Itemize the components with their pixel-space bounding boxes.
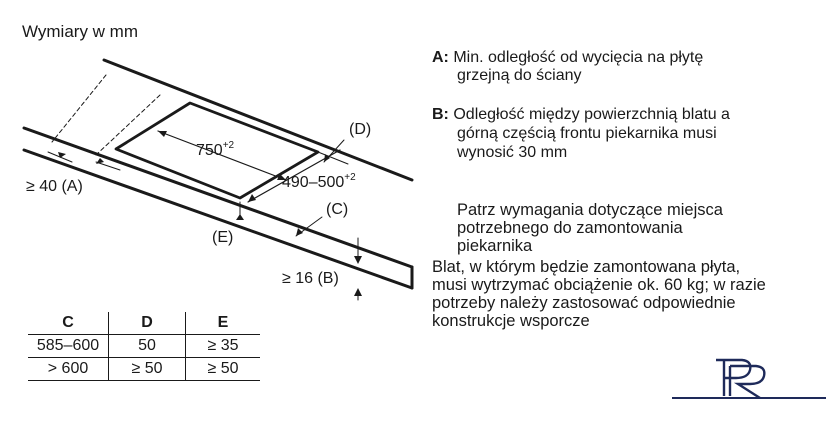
note-b-line3: wynosić 30 mm [457,144,568,161]
note-a-line1: Min. odległość od wycięcia na płytę [453,49,704,66]
label-a: ≥ 40 (A) [26,178,83,195]
table-header-c: C [28,312,109,335]
brand-logo [664,352,834,408]
label-c: (C) [326,201,349,218]
note-b-key: B: [432,106,449,123]
note-a-key: A: [432,49,449,66]
table-row [28,335,260,358]
note-load-line4: konstrukcje wsporcze [432,312,590,330]
table-header-d: D [109,312,186,335]
table-row [28,358,260,381]
table-header-e: E [186,312,261,335]
dimensions-table [28,312,260,381]
a-leader-right [96,162,120,170]
table-cell: > 600 [28,358,109,381]
table-cell: 585–600 [28,335,109,358]
c-arrow [296,228,303,236]
e-arrow [236,214,244,220]
note-b-line1: Odległość między powierzchnią blatu a [453,106,730,123]
table-header-row [28,312,260,335]
note-b [432,105,730,124]
note-a [432,48,703,67]
note-load-line3: potrzeby należy zastosować odpowiednie [432,294,736,312]
b-arrow-down [354,256,362,264]
note-req-line2: potrzebnego do zamontowania [457,219,683,237]
note-req-line1: Patrz wymagania dotyczące miejsca [457,201,723,219]
table-cell: ≥ 35 [186,335,261,358]
table-cell: ≥ 50 [109,358,186,381]
table-cell: ≥ 50 [186,358,261,381]
label-e: (E) [212,229,234,246]
width-dimension-label: $750^{+2}$ [196,140,235,159]
note-a-line2: grzejną do ściany [457,67,582,84]
note-req-line3: piekarnika [457,237,533,255]
note-load-line2: musi wytrzymać obciążenie ok. 60 kg; w razie [432,276,766,294]
worktop-front-bottom-edge [24,150,412,288]
dashed-line-b [96,95,160,155]
label-b: ≥ 16 (B) [282,270,339,287]
note-load-line1: Blat, w którym będzie zamontowana płyta, [432,258,741,276]
table-cell: 50 [109,335,186,358]
diagram-title: Wymiary w mm [22,22,138,41]
dashed-line-a [52,75,106,142]
note-b-line2: górną częścią frontu piekarnika musi [457,125,717,142]
depth-dimension-label: $490-500^{+2}$ [282,172,356,191]
b-arrow-up [354,288,362,296]
label-d: (D) [349,121,372,138]
